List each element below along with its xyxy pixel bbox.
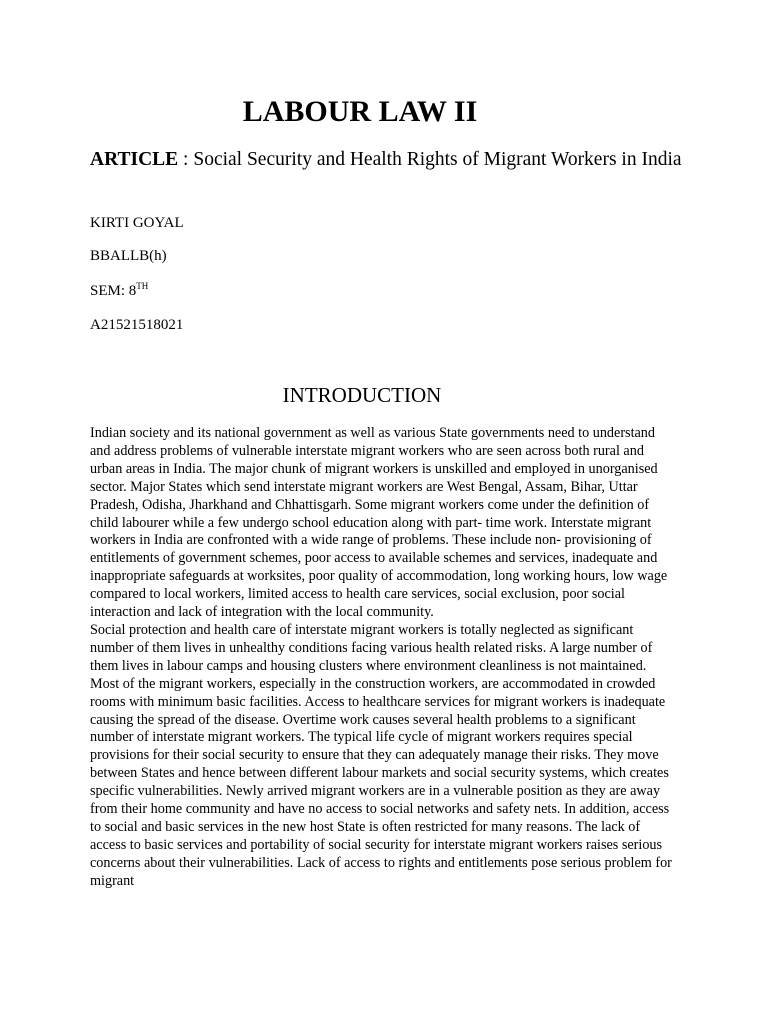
article-separator: : (178, 149, 194, 170)
article-heading (90, 146, 690, 174)
paragraph-1: Indian society and its national government as well as various State governments need to understand and address problems of vulnerable interstate migrant workers who are seen across both rural and urban areas in India. The major chunk of migrant workers is unskilled and employed in unorganised sector. Major States which send interstate migrant workers are West Bengal, Assam, Bihar, Uttar Pradesh, Odisha, Jharkhand and Chhattisgarh. Some migrant workers come under the definition of child labourer while a few undergo school education along with part- time work. Interstate migrant workers in India are confronted with a wide range of problems. These include non- provisioning of entitlements of government schemes, poor access to available schemes and services, inadequate and inappropriate safeguards at worksites, poor quality of accommodation, long working hours, low wage compared to local workers, limited access to health care services, social exclusion, poor social interaction and lack of integration with the local community. (90, 425, 668, 621)
article-title: Social Security and Health Rights of Migrant Workers in India (193, 149, 682, 170)
semester-superscript: TH (136, 281, 149, 291)
author-name: KIRTI GOYAL (90, 215, 184, 231)
semester (90, 282, 148, 300)
article-label: ARTICLE (90, 149, 179, 170)
document-title: LABOUR LAW II (242, 95, 478, 128)
course-name: BBALLB(h) (90, 248, 167, 264)
semester-text: SEM: 8 (90, 283, 137, 299)
enrollment-number: A21521518021 (90, 317, 184, 333)
introduction-body (90, 425, 678, 891)
introduction-heading: INTRODUCTION (282, 383, 442, 407)
paragraph-2: Social protection and health care of interstate migrant workers is totally neglected as significant number of them lives in unhealthy conditions facing various health related risks. A large number of them lives in labour camps and housing clusters where environment cleanliness is not maintained. Most of the migrant workers, especially in the construction workers, are accommodated in crowded rooms with minimum basic facilities. Access to healthcare services for migrant workers is inadequate causing the spread of the disease. Overtime work causes several health problems to a significant number of interstate migrant workers. The typical life cycle of migrant workers requires special provisions for their social security to ensure that they can adequately manage their risks. They move between States and hence between different labour markets and social security systems, which creates specific vulnerabilities. Newly arrived migrant workers are in a vulnerable position as they are away from their home community and have no access to social networks and safety nets. In addition, access to social and basic services in the new host State is often restricted for many reasons. The lack of access to basic services and portability of social security for interstate migrant workers raises serious concerns about their vulnerabilities. Lack of access to rights and entitlements pose serious problem for migrant (90, 621, 672, 889)
